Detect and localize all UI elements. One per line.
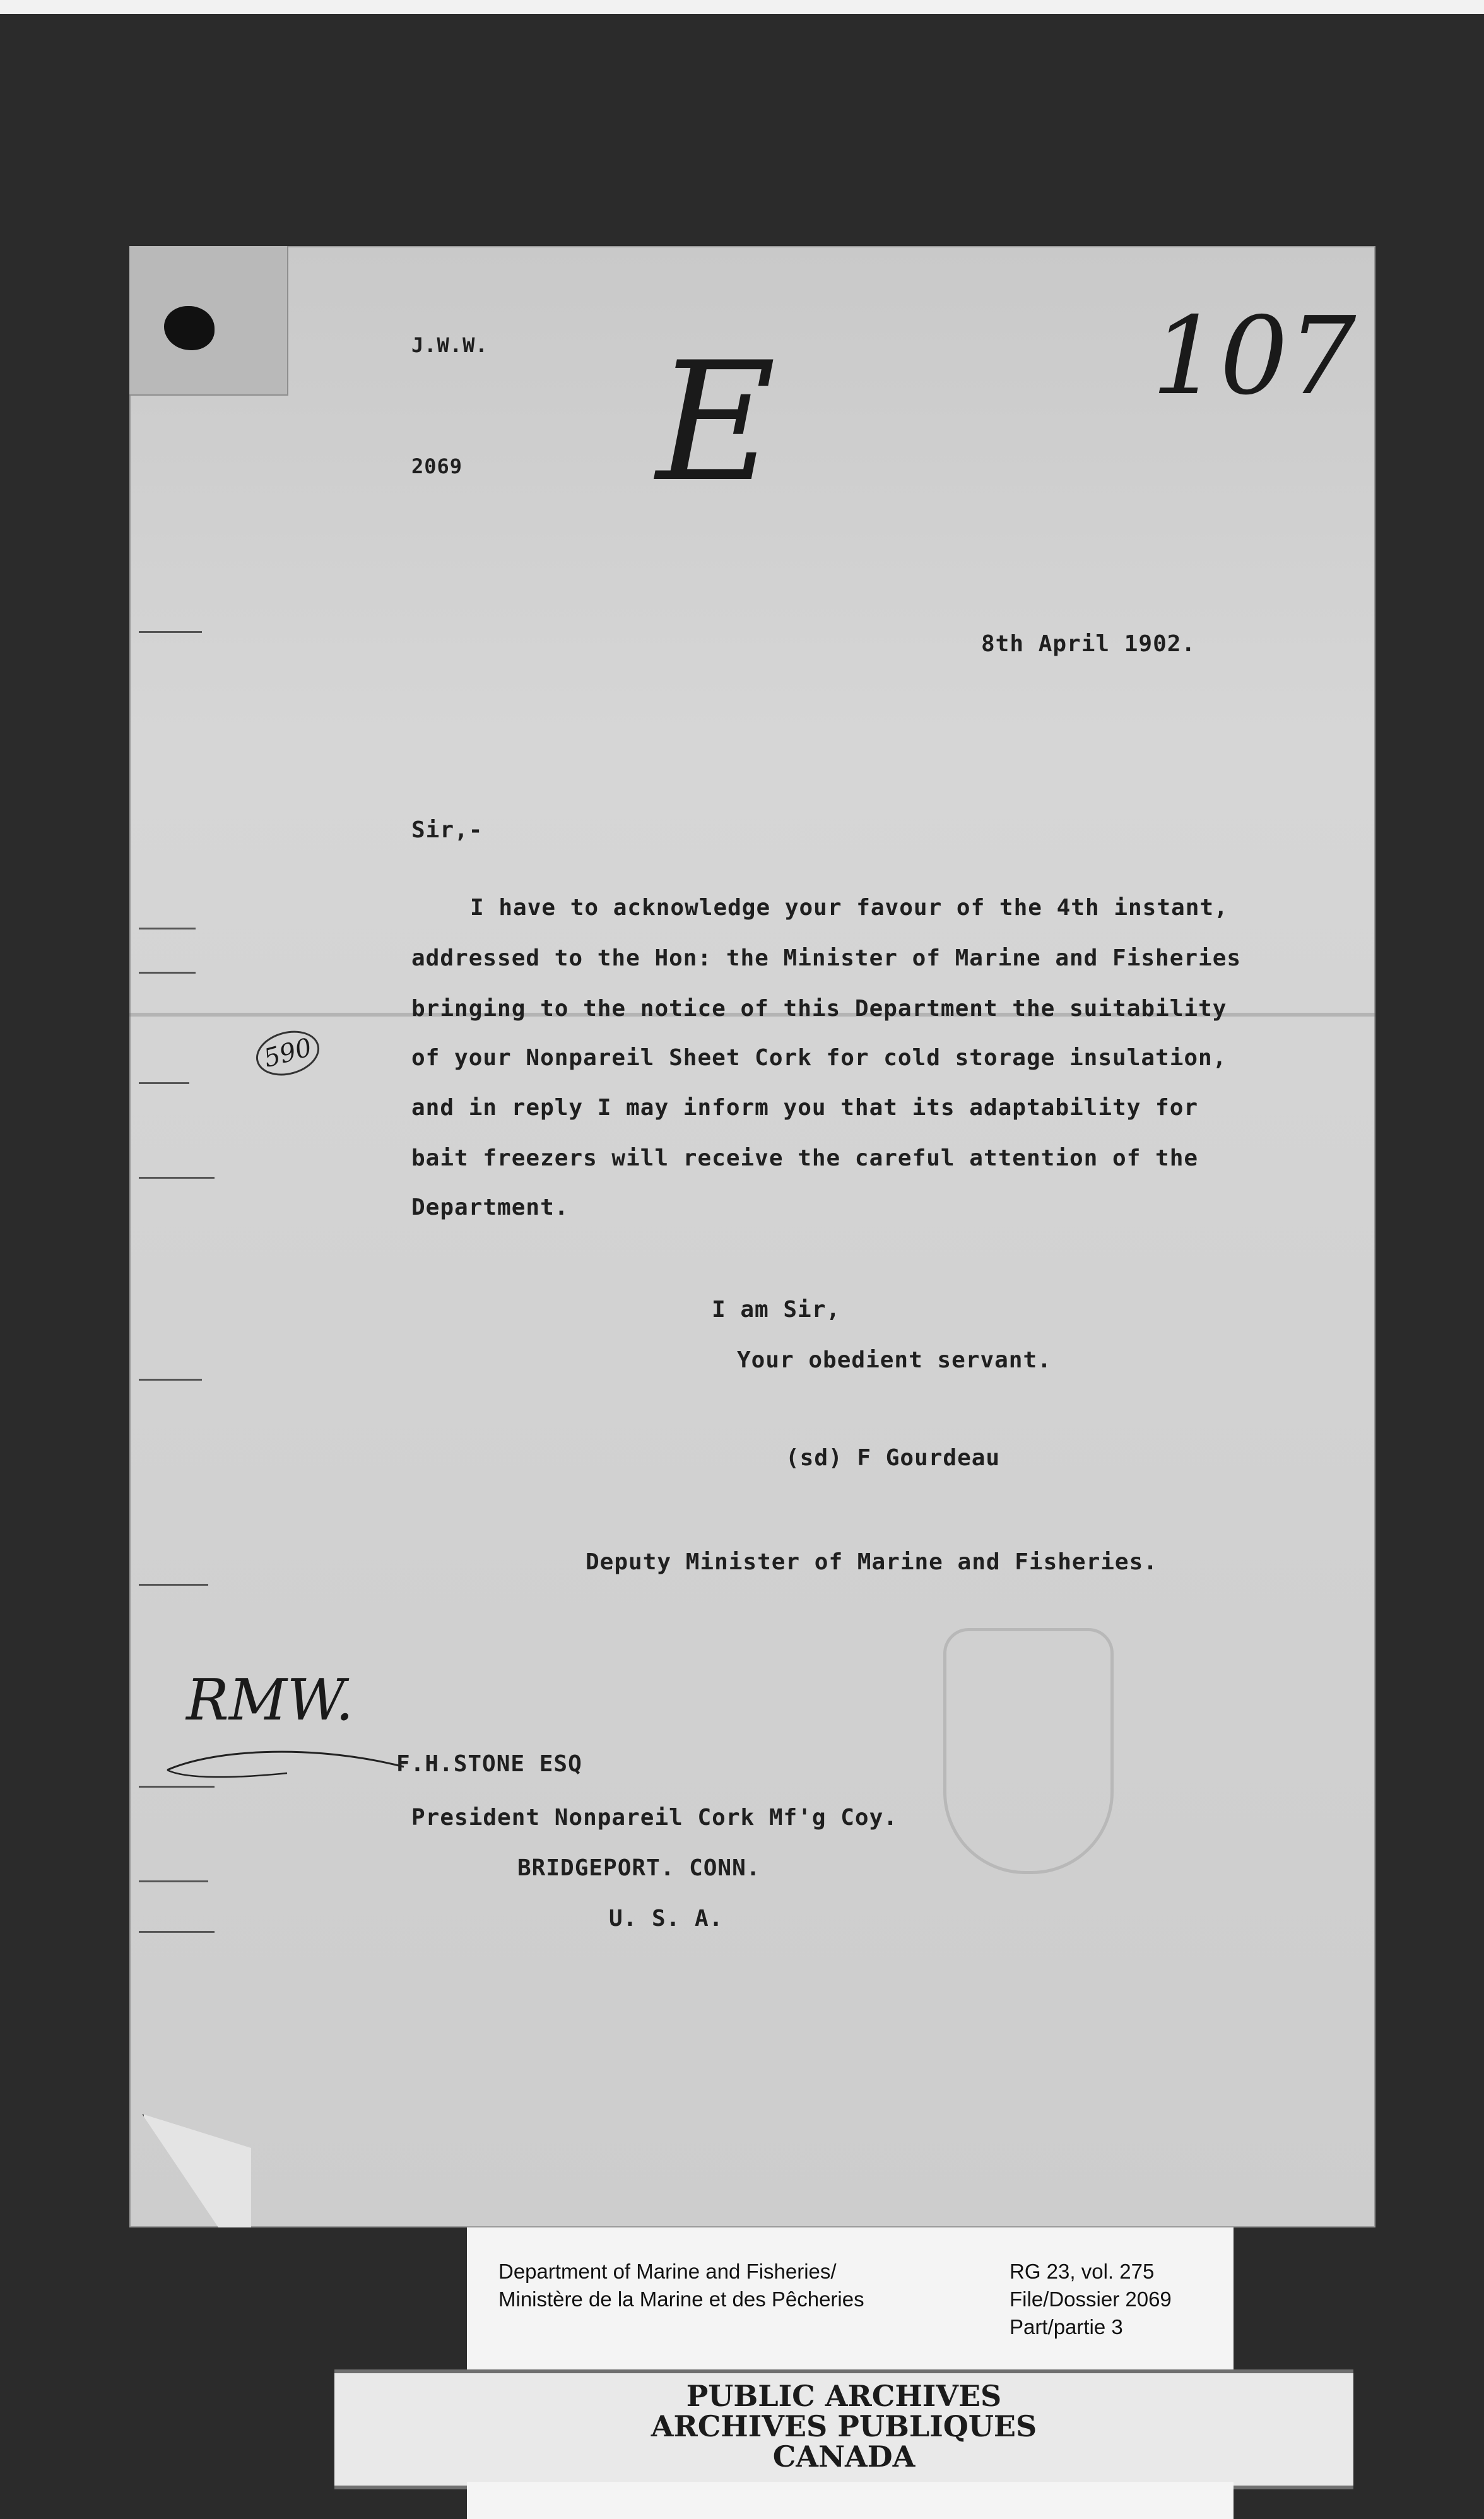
initials: J.W.W. — [411, 333, 488, 357]
margin-mark — [139, 972, 196, 974]
file-number: 2069 — [411, 454, 463, 478]
margin-number: 590 — [251, 1024, 324, 1082]
file-dossier: File/Dossier 2069 — [1010, 2287, 1172, 2311]
closing: Your obedient servant. — [737, 1347, 1052, 1373]
address-line: President Nonpareil Cork Mf'g Coy. — [411, 1805, 898, 1831]
stamp-corner — [129, 246, 288, 396]
body-line: I have to acknowledge your favour of the 4th instant, — [470, 895, 1228, 921]
archive-label — [467, 2227, 1234, 2373]
address-line: BRIDGEPORT. CONN. — [517, 1855, 761, 1881]
record-group: RG 23, vol. 275 — [1010, 2260, 1155, 2283]
ink-blot — [164, 306, 215, 350]
margin-mark — [139, 1786, 215, 1788]
handwritten-letter: E — [656, 327, 776, 518]
salutation: Sir,- — [411, 817, 483, 843]
body-line: and in reply I may inform you that its adaptability for — [411, 1095, 1199, 1121]
letter-date: 8th April 1902. — [981, 631, 1196, 657]
body-line: addressed to the Hon: the Minister of Marine and Fisheries — [411, 945, 1242, 971]
address-line: F.H.STONE ESQ — [396, 1751, 582, 1777]
margin-mark — [139, 1082, 189, 1084]
dept-en: Department of Marine and Fisheries/ — [498, 2260, 837, 2283]
closing: I am Sir, — [712, 1297, 841, 1323]
body-line: bringing to the notice of this Department the suitability — [411, 996, 1227, 1022]
part-partie: Part/partie 3 — [1010, 2315, 1123, 2339]
watermark — [943, 1628, 1114, 1874]
body-line: bait freezers will receive the careful attention of the — [411, 1145, 1199, 1171]
folded-corner — [142, 2114, 251, 2227]
label-strip — [467, 2482, 1234, 2519]
margin-mark — [139, 1379, 202, 1381]
letter-page — [129, 246, 1375, 2227]
address-line: U. S. A. — [609, 1906, 724, 1932]
margin-mark — [139, 1931, 215, 1933]
signer-title: Deputy Minister of Marine and Fisheries. — [586, 1549, 1158, 1575]
signature: (sd) F Gourdeau — [786, 1445, 1001, 1471]
label-reference — [1010, 2258, 1172, 2341]
margin-mark — [139, 1584, 208, 1586]
margin-mark — [139, 1177, 215, 1179]
archives-band — [334, 2369, 1353, 2489]
pen-stroke — [161, 1742, 407, 1786]
margin-mark — [139, 631, 202, 633]
body-line: Department. — [411, 1195, 569, 1220]
scan-edge — [0, 0, 1484, 14]
archives-line: CANADA — [772, 2439, 916, 2474]
initials-scrawl: RMW. — [186, 1667, 354, 1733]
dept-fr: Ministère de la Marine et des Pêcheries — [498, 2287, 864, 2311]
archives-line: ARCHIVES PUBLIQUES — [651, 2409, 1037, 2443]
margin-mark — [139, 928, 196, 929]
archives-line: PUBLIC ARCHIVES — [686, 2379, 1002, 2413]
body-line: of your Nonpareil Sheet Cork for cold storage insulation, — [411, 1045, 1227, 1071]
margin-mark — [139, 1880, 208, 1882]
page-number: 107 — [1151, 294, 1357, 419]
label-department — [498, 2258, 864, 2313]
